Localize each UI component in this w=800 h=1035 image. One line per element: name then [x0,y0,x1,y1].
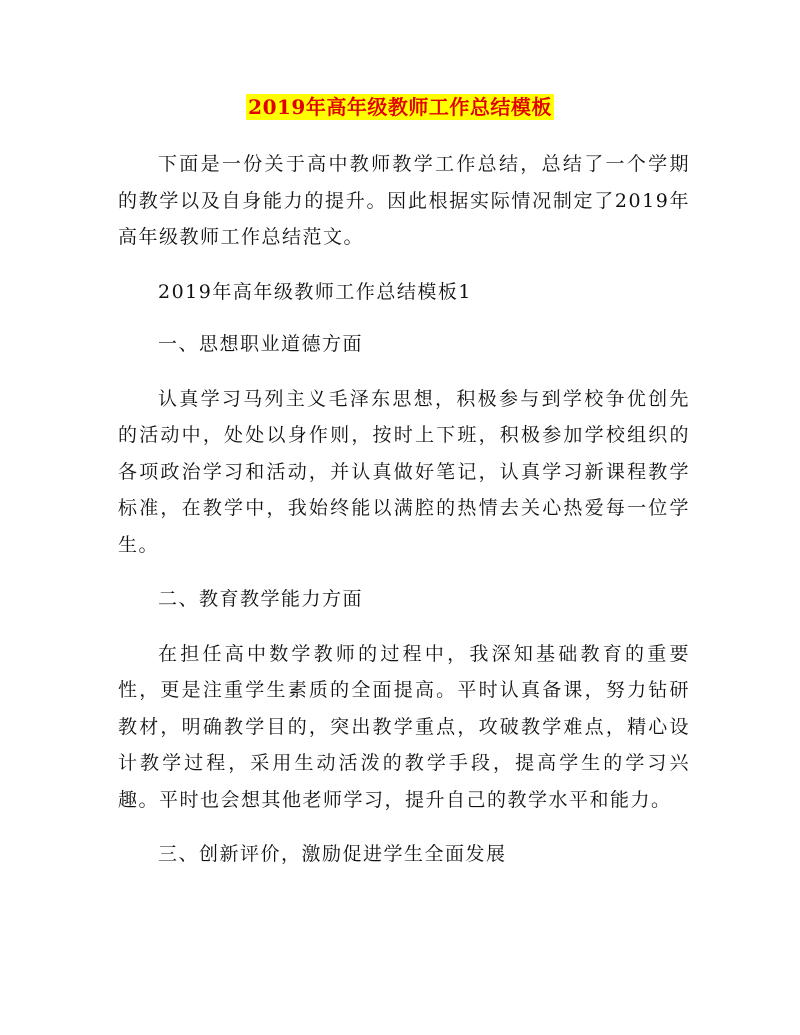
section-1-body: 认真学习马列主义毛泽东思想，积极参与到学校争优创先的活动中，处处以身作则，按时上下班，积极参加学校组织的各项政治学习和活动，并认真做好笔记，认真学习新课程教学标准，在教学中，我始终能以满腔的热情去关心热爱每一位学生。 [118,387,690,556]
title-container [0,94,800,120]
section-1-heading: 一、思想职业道德方面 [158,333,364,355]
section-title: 2019年高年级教师工作总结模板1 [158,280,472,303]
section-2-body: 在担任高中数学教师的过程中，我深知基础教育的重要性，更是注重学生素质的全面提高。平时认真备课，努力钻研教材，明确教学目的，突出教学重点，攻破教学难点，精心设计教学过程，采用生动活泼的教学手段，提高学生的学习兴趣。平时也会想其他老师学习，提升自己的教学水平和能力。 [118,642,690,811]
section-2-heading: 二、教育教学能力方面 [158,588,364,610]
section-3-heading: 三、创新评价，激励促进学生全面发展 [158,843,507,865]
document-body [118,146,690,873]
document-title: 2019年高年级教师工作总结模板 [248,95,552,119]
intro-paragraph: 下面是一份关于高中教师教学工作总结，总结了一个学期的教学以及自身能力的提升。因此根据实际情况制定了2019年高年级教师工作总结范文。 [118,153,690,248]
